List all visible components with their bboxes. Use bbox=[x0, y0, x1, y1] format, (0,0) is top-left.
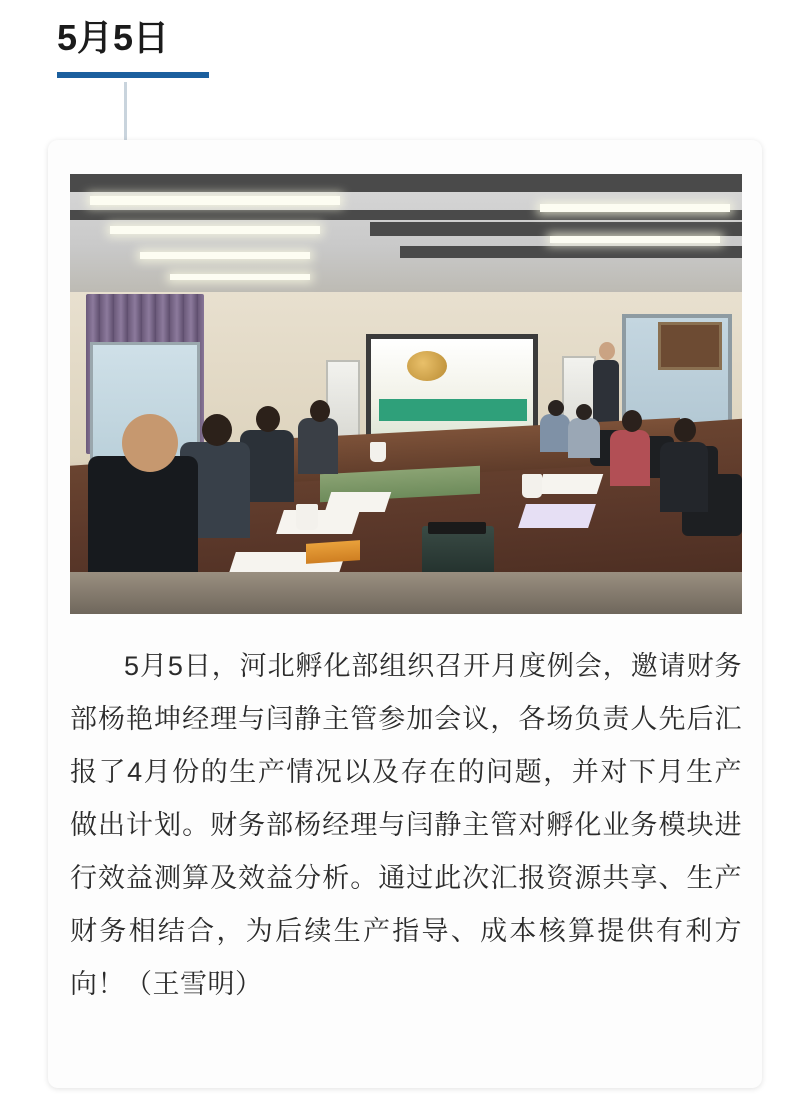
ceiling-light bbox=[110, 226, 320, 234]
page-title: 5月5日 bbox=[57, 17, 170, 58]
photo-scene bbox=[70, 174, 742, 614]
black-case-lid bbox=[428, 522, 486, 534]
document-paper bbox=[518, 504, 596, 528]
document-paper bbox=[325, 492, 391, 512]
attendee-head bbox=[256, 406, 280, 432]
attendee bbox=[568, 418, 600, 458]
ceiling-light bbox=[90, 196, 340, 205]
attendee-head bbox=[576, 404, 592, 420]
attendee-foreground-head bbox=[122, 414, 178, 472]
attendee-head bbox=[548, 400, 564, 416]
attendee bbox=[540, 414, 570, 452]
paper-cup bbox=[522, 474, 542, 498]
attendee-head bbox=[310, 400, 330, 422]
floor bbox=[70, 572, 742, 614]
ceiling-beam bbox=[370, 222, 742, 236]
document-paper bbox=[276, 510, 360, 534]
attendee bbox=[298, 418, 338, 474]
ceiling-light bbox=[140, 252, 310, 259]
meeting-photo bbox=[70, 174, 742, 614]
ceiling-beam bbox=[70, 174, 742, 192]
title-underline bbox=[57, 72, 209, 78]
document-paper bbox=[537, 474, 603, 494]
ceiling-light bbox=[540, 204, 730, 212]
standing-presenter-head bbox=[599, 342, 615, 360]
ceiling-beam bbox=[400, 246, 742, 258]
attendee-head bbox=[674, 418, 696, 442]
ceiling-light bbox=[550, 236, 720, 243]
ceiling-light bbox=[170, 274, 310, 280]
attendee-head bbox=[202, 414, 232, 446]
wall-picture bbox=[658, 322, 722, 370]
paper-cup bbox=[370, 442, 386, 462]
article-card bbox=[48, 140, 762, 1088]
paper-cup bbox=[296, 504, 318, 530]
timeline-connector bbox=[124, 82, 127, 144]
orange-box bbox=[306, 540, 360, 564]
attendee bbox=[660, 442, 708, 512]
screen-caption-bar bbox=[379, 399, 527, 421]
article-body: 5月5日，河北孵化部组织召开月度例会，邀请财务部杨艳坤经理与闫静主管参加会议，各场负责人先后汇报了4月份的生产情况以及存在的问题，并对下月生产做出计划。财务部杨经理与闫静主管对孵化业务模块进行效益测算及效益分析。通过此次汇报资源共享、生产财务相结合，为后续生产指导、成本核算提供有利方向！（王雪明） bbox=[70, 651, 742, 999]
attendee-head bbox=[622, 410, 642, 432]
attendee bbox=[610, 430, 650, 486]
date-heading-block bbox=[57, 14, 267, 78]
screen-image bbox=[407, 351, 447, 381]
screen-content bbox=[371, 339, 533, 437]
